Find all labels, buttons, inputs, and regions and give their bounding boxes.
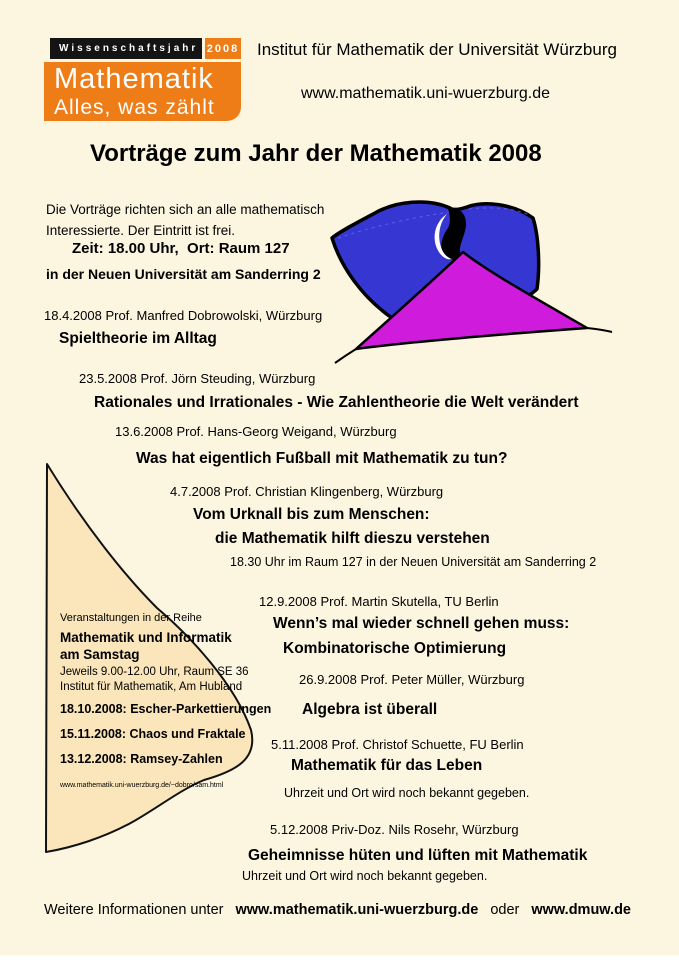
logo-program-bar bbox=[50, 38, 202, 59]
talk-date-speaker: 18.4.2008 Prof. Manfred Dobrowolski, Würzburg bbox=[44, 308, 323, 323]
logo-main-block bbox=[44, 62, 241, 121]
talk-date-speaker: 5.11.2008 Prof. Christof Schuette, FU Berlin bbox=[271, 737, 524, 752]
footer-url-2: www.dmuw.de bbox=[531, 902, 631, 918]
talk-date-speaker: 13.6.2008 Prof. Hans-Georg Weigand, Würzburg bbox=[115, 424, 397, 439]
talk-date-speaker: 5.12.2008 Priv-Doz. Nils Rosehr, Würzburg bbox=[270, 822, 519, 837]
intro-text-line2: Interessierte. Der Eintritt ist frei. bbox=[46, 223, 236, 238]
sidebar-series-url: www.mathematik.uni-wuerzburg.de/~dobro/sam.html bbox=[60, 782, 224, 789]
page-bottom-edge bbox=[0, 955, 679, 960]
logo-program-label: Wissenschaftsjahr bbox=[59, 43, 199, 54]
logo-year-badge: 2008 bbox=[205, 38, 241, 59]
math-figure-illustration bbox=[320, 195, 660, 365]
time-location-line: Zeit: 18.00 Uhr, Ort: Raum 127 bbox=[72, 240, 290, 257]
sidebar-event: 15.11.2008: Chaos und Fraktale bbox=[60, 727, 246, 741]
institute-website-url: www.mathematik.uni-wuerzburg.de bbox=[301, 85, 550, 102]
sidebar-series-title2: am Samstag bbox=[60, 647, 140, 662]
talk-title-line2: die Mathematik hilft dieszu verstehen bbox=[215, 530, 490, 547]
talk-date-speaker: 12.9.2008 Prof. Martin Skutella, TU Berlin bbox=[259, 594, 499, 609]
left-tail-line bbox=[335, 349, 356, 363]
venue-line: in der Neuen Universität am Sanderring 2 bbox=[46, 266, 321, 282]
talk-title: Spieltheorie im Alltag bbox=[59, 330, 217, 347]
page-title: Vorträge zum Jahr der Mathematik 2008 bbox=[90, 140, 542, 167]
wissenschaftsjahr-logo bbox=[44, 36, 241, 121]
talk-date-speaker: 4.7.2008 Prof. Christian Klingenberg, Würzburg bbox=[170, 484, 444, 499]
sidebar-event: 18.10.2008: Escher-Parkettierungen bbox=[60, 702, 272, 716]
sidebar-series-label: Veranstaltungen in der Reihe bbox=[60, 612, 202, 624]
footer-text: Weitere Informationen unter bbox=[44, 902, 224, 918]
talk-title: Rationales und Irrationales - Wie Zahlentheorie die Welt verändert bbox=[94, 394, 579, 411]
sidebar-event: 13.12.2008: Ramsey-Zahlen bbox=[60, 752, 223, 766]
institute-name: Institut für Mathematik der Universität Würzburg bbox=[257, 40, 617, 59]
talk-note: Uhrzeit und Ort wird noch bekannt gegeben. bbox=[284, 786, 530, 800]
talk-date-speaker: 23.5.2008 Prof. Jörn Steuding, Würzburg bbox=[79, 371, 316, 386]
talk-title-line2: Kombinatorische Optimierung bbox=[283, 640, 507, 657]
right-tail-line bbox=[587, 328, 612, 332]
footer-info-line bbox=[44, 902, 631, 918]
talk-title: Mathematik für das Leben bbox=[291, 757, 483, 774]
talk-title: Geheimnisse hüten und lüften mit Mathematik bbox=[248, 847, 588, 864]
logo-subtitle: Alles, was zählt bbox=[54, 96, 215, 119]
logo-title: Mathematik bbox=[54, 63, 214, 95]
talk-note: Uhrzeit und Ort wird noch bekannt gegeben. bbox=[242, 869, 488, 883]
sidebar-details-line1: Jeweils 9.00-12.00 Uhr, Raum SE 36 bbox=[60, 666, 249, 678]
talk-title: Wenn’s mal wieder schnell gehen muss: bbox=[273, 615, 570, 632]
footer-or-text: oder bbox=[490, 902, 520, 918]
footer-url-1: www.mathematik.uni-wuerzburg.de bbox=[235, 902, 479, 918]
talk-note: 18.30 Uhr im Raum 127 in der Neuen Universität am Sanderring 2 bbox=[230, 555, 597, 569]
talk-date-speaker: 26.9.2008 Prof. Peter Müller, Würzburg bbox=[299, 672, 525, 687]
talk-title: Algebra ist überall bbox=[302, 701, 438, 718]
talk-title: Vom Urknall bis zum Menschen: bbox=[193, 506, 430, 523]
talk-title: Was hat eigentlich Fußball mit Mathematik zu tun? bbox=[136, 450, 508, 467]
sidebar-details-line2: Institut für Mathematik, Am Hubland bbox=[60, 681, 243, 693]
intro-text-line1: Die Vorträge richten sich an alle mathematisch bbox=[46, 202, 325, 217]
sidebar-series-title: Mathematik und Informatik bbox=[60, 630, 232, 645]
